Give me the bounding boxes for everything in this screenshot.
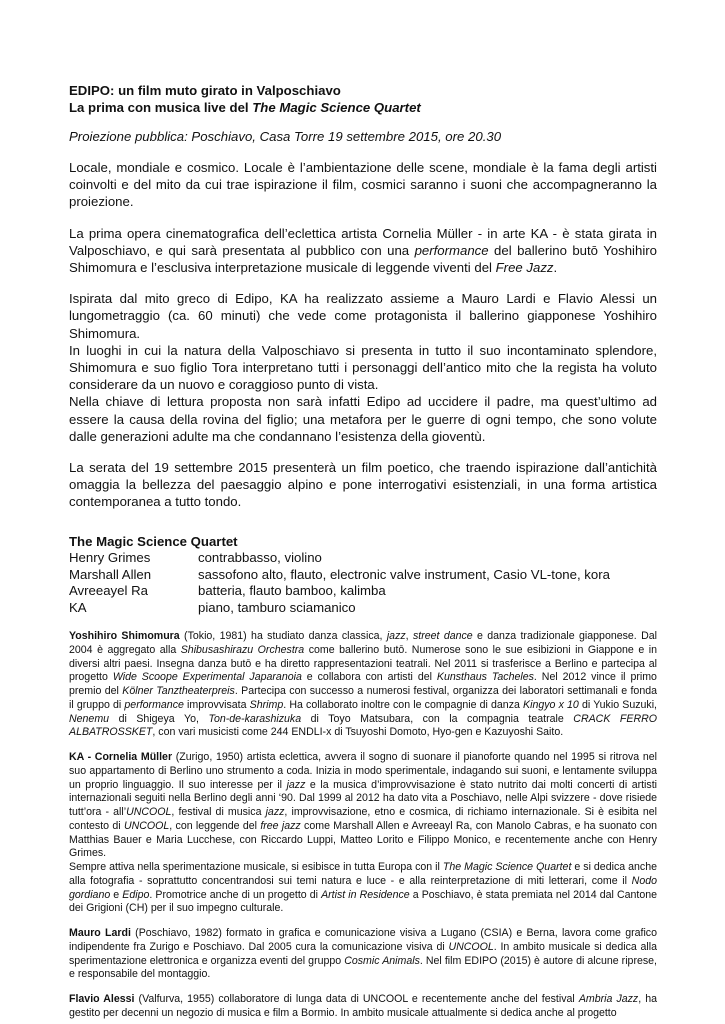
member-name: KA: [69, 599, 87, 615]
member-name: Henry Grimes: [69, 550, 151, 566]
member-instruments: batteria, flauto bamboo, kalimba: [198, 583, 386, 599]
member-instruments: contrabbasso, violino: [198, 550, 322, 566]
document-title: EDIPO: un film muto girato in Valposchiavo: [69, 83, 341, 98]
document-body: [69, 83, 657, 1021]
intro-paragraph: Locale, mondiale e cosmico. Locale è l’ambientazione delle scene, mondiale è la fama degli artisti coinvolti e del mito da cui trae ispirazione il film, cosmici saranno i suoni che accompagneranno la proiezione.: [69, 160, 657, 210]
intro-paragraph: La serata del 19 settembre 2015 presenterà un film poetico, che traendo ispirazione dall’antichità omaggia la bellezza del paesaggio alpino e pone interrogativi esistenziali, in una forma artistica contemporanea a tutto tondo.: [69, 460, 657, 510]
bio-shimomura: Yoshihiro Shimomura (Tokio, 1981) ha studiato danza classica, jazz, street dance e danza tradizionale giapponese. Dal 2004 è aggregato alla Shibusashirazu Orchestra come ballerino butō. Numerose sono le sue esibizioni in Giappone e in diversi altri paesi. Insegna danza butō e ha diretto rappresentazioni teatrali. Nel 2011 si trasferisce a Berlino e partecipa al progetto Wide Scoope Experimental Japaranoia e collabora con artisti del Kunsthaus Tacheles. Nel 2012 vince il primo premio del Kölner Tanztheaterpreis. Partecipa con successo a numerosi festival, organizza dei laboratori settimanali e fonda il gruppo di performance improvvisata Shrimp. Ha collaborato inoltre con le compagnie di danza Kingyo x 10 di Yukio Suzuki, Nenemu di Shigeya Yo, Ton-de-karashizuka di Toyo Matsubara, con la compagnia teatrale CRACK FERRO ALBATROSSKET, con vari musicisti come 244 ENDLI-x di Tsuyoshi Domoto, Hyo-gen e Kazuyoshi Saito.: [69, 630, 657, 739]
intro-paragraph: La prima opera cinematografica dell’eclettica artista Cornelia Müller - in arte KA - è stata girata in Valposchiavo, e qui sarà presentata al pubblico con una performance del ballerino butō Yoshihiro Shimomura e l’esclusiva interpretazione musicale di leggende viventi del Free Jazz.: [69, 225, 657, 276]
document-subtitle: La prima con musica live del The Magic Science Quartet: [69, 99, 421, 115]
intro-paragraph: Nella chiave di lettura proposta non sarà infatti Edipo ad uccidere il padre, ma quest’ultimo ad essere la causa della rovina del figlio; una metafora per le guerre di ogni tempo, che sono volute dalle generazioni adulte ma che condannano l’esistenza della gioventù.: [69, 394, 657, 444]
quartet-title: The Magic Science Quartet: [69, 533, 238, 549]
bio-ka-continued: Sempre attiva nella sperimentazione musicale, si esibisce in tutta Europa con il The Magic Science Quartet e si dedica anche alla fotografia - soprattutto concentrandosi sui temi natura e luce - e alla reinterpretazione di miti letterari, come il Nodo gordiano e Edipo. Promotrice anche di un progetto di Artist in Residence a Poschiavo, è stata premiata nel 2014 dal Cantone dei Grigioni (CH) per il suo impegno culturale.: [69, 861, 658, 915]
intro-paragraph: Ispirata dal mito greco di Edipo, KA ha realizzato assieme a Mauro Lardi e Flavio Alessi un lungometraggio (ca. 60 minuti) che vede come protagonista il ballerino giapponese Yoshihiro Shimomura.: [69, 291, 657, 341]
bio-alessi: Flavio Alessi (Valfurva, 1955) collaboratore di lunga data di UNCOOL e recentemente anche del festival Ambria Jazz, ha gestito per decenni un negozio di musica e film a Bormio. In ambito musicale attualmente si dedica anche al progetto: [69, 993, 658, 1019]
quartet-member: [69, 550, 657, 567]
quartet-member: [69, 600, 657, 617]
bio-ka: KA - Cornelia Müller (Zurigo, 1950) artista eclettica, avvera il sogno di suonare il pianoforte quando nel 1995 si ritrova nel suo appartamento di Berlino uno strumento a coda. Inizia in modo sperimentale, indagando sui suoni, e lentamente sviluppa un proprio linguaggio. Il suo interesse per il jazz e la musica d’improvvisazione è stato nutrito dai molti concerti di artisti internazionali seguiti nella Berlino degli anni ‘90. Dal 1999 al 2012 ha dato vita a Poschiavo, nelle Alpi svizzere - dove risiede tutt’ora - all’UNCOOL, festival di musica jazz, improvvisazione, etno e cosmica, di richiamo internazionale. Si è esibita nel contesto di UNCOOL, con leggende del free jazz come Marshall Allen e Avreeayl Ra, con Manolo Cabras, e ha suonato con Matthias Bauer e Maria Lucchese, con Riccardo Luppi, Matteo Lorito e Filippo Monico, e recentemente anche con Henry Grimes.: [69, 751, 657, 860]
bio-lardi: Mauro Lardi (Poschiavo, 1982) formato in grafica e comunicazione visiva a Lugano (CSIA) e Berna, lavora come grafico indipendente fra Zurigo e Poschiavo. Dal 2005 cura la comunicazione visiva di UNCOOL. In ambito musicale si dedica alla sperimentazione elettronica e organizza eventi del gruppo Cosmic Animals. Nel film EDIPO (2015) è autore di alcune riprese, e responsabile del montaggio.: [69, 927, 657, 981]
screening-info: Proiezione pubblica: Poschiavo, Casa Torre 19 settembre 2015, ore 20.30: [69, 129, 502, 144]
quartet-members: [69, 550, 657, 616]
quartet-member: [69, 583, 657, 600]
member-name: Avreeayel Ra: [69, 583, 148, 599]
member-instruments: piano, tamburo sciamanico: [198, 599, 356, 615]
member-name: Marshall Allen: [69, 566, 152, 582]
intro-paragraph: In luoghi in cui la natura della Valposchiavo si presenta in tutto il suo incontaminato splendore, Shimomura e suo figlio Tora interpretano tutti i personaggi dell’antico mito che la regista ha voluto considerare da un nuovo e coraggioso punto di vista.: [69, 342, 657, 393]
member-instruments: sassofono alto, flauto, electronic valve instrument, Casio VL-tone, kora: [198, 566, 610, 582]
quartet-member: [69, 567, 657, 584]
